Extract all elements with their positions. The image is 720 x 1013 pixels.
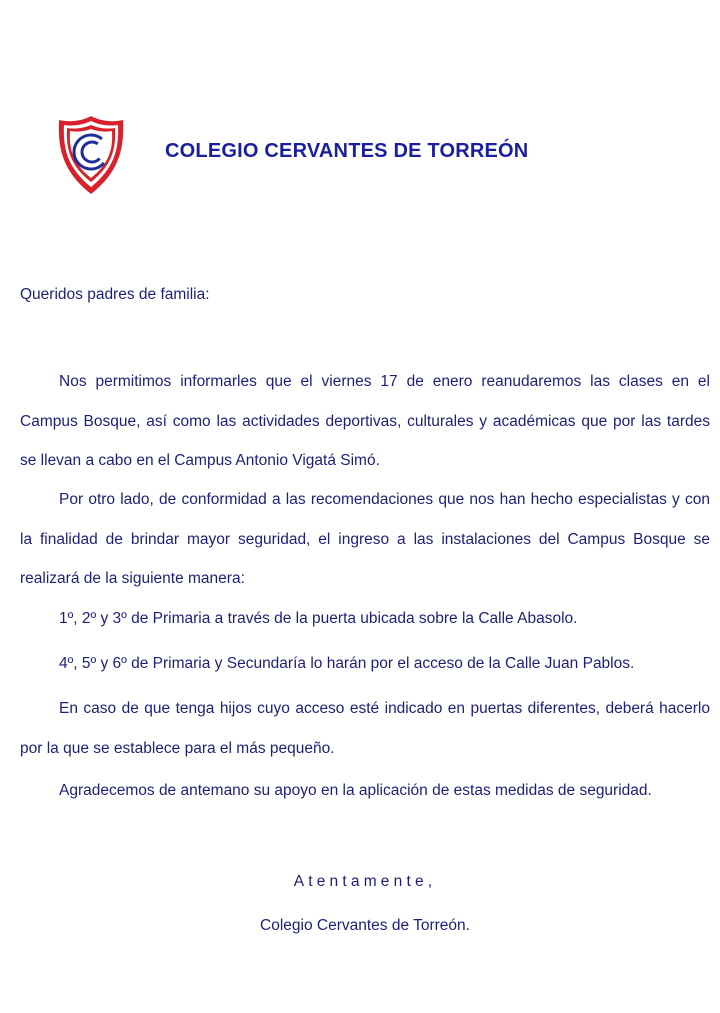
access-item-juan-pablos: 4º, 5º y 6º de Primaria y Secundaría lo harán por el acceso de la Calle Juan Pablos. (59, 655, 635, 672)
paragraph-security-measures: Por otro lado, de conformidad a las recomendaciones que nos han hecho especialistas y con la finalidad de brindar mayor seguridad, el ingreso a las instalaciones del Campus Bosque se realizará de la siguiente manera: (20, 491, 710, 587)
access-item-abasolo: 1º, 2º y 3º de Primaria a través de la puerta ubicada sobre la Calle Abasolo. (59, 610, 578, 627)
salutation: Queridos padres de familia: (20, 286, 210, 303)
paragraph-reopening: Nos permitimos informarles que el viernes 17 de enero reanudaremos las clases en el Campus Bosque, así como las actividades deportivas, culturales y académicas que por las tardes se llevan a cabo en el Campus Antonio Vigatá Simó. (20, 373, 710, 469)
school-crest-logo (56, 114, 126, 196)
paragraph-siblings: En caso de que tenga hijos cuyo acceso esté indicado en puertas diferentes, deberá hacerlo por la que se establece para el más pequeño. (20, 700, 710, 757)
closing-atentamente: Atentamente, (293, 873, 437, 890)
school-title: COLEGIO CERVANTES DE TORREÓN (165, 140, 529, 162)
paragraph-thanks: Agradecemos de antemano su apoyo en la aplicación de estas medidas de seguridad. (59, 782, 652, 799)
signature: Colegio Cervantes de Torreón. (260, 917, 470, 934)
